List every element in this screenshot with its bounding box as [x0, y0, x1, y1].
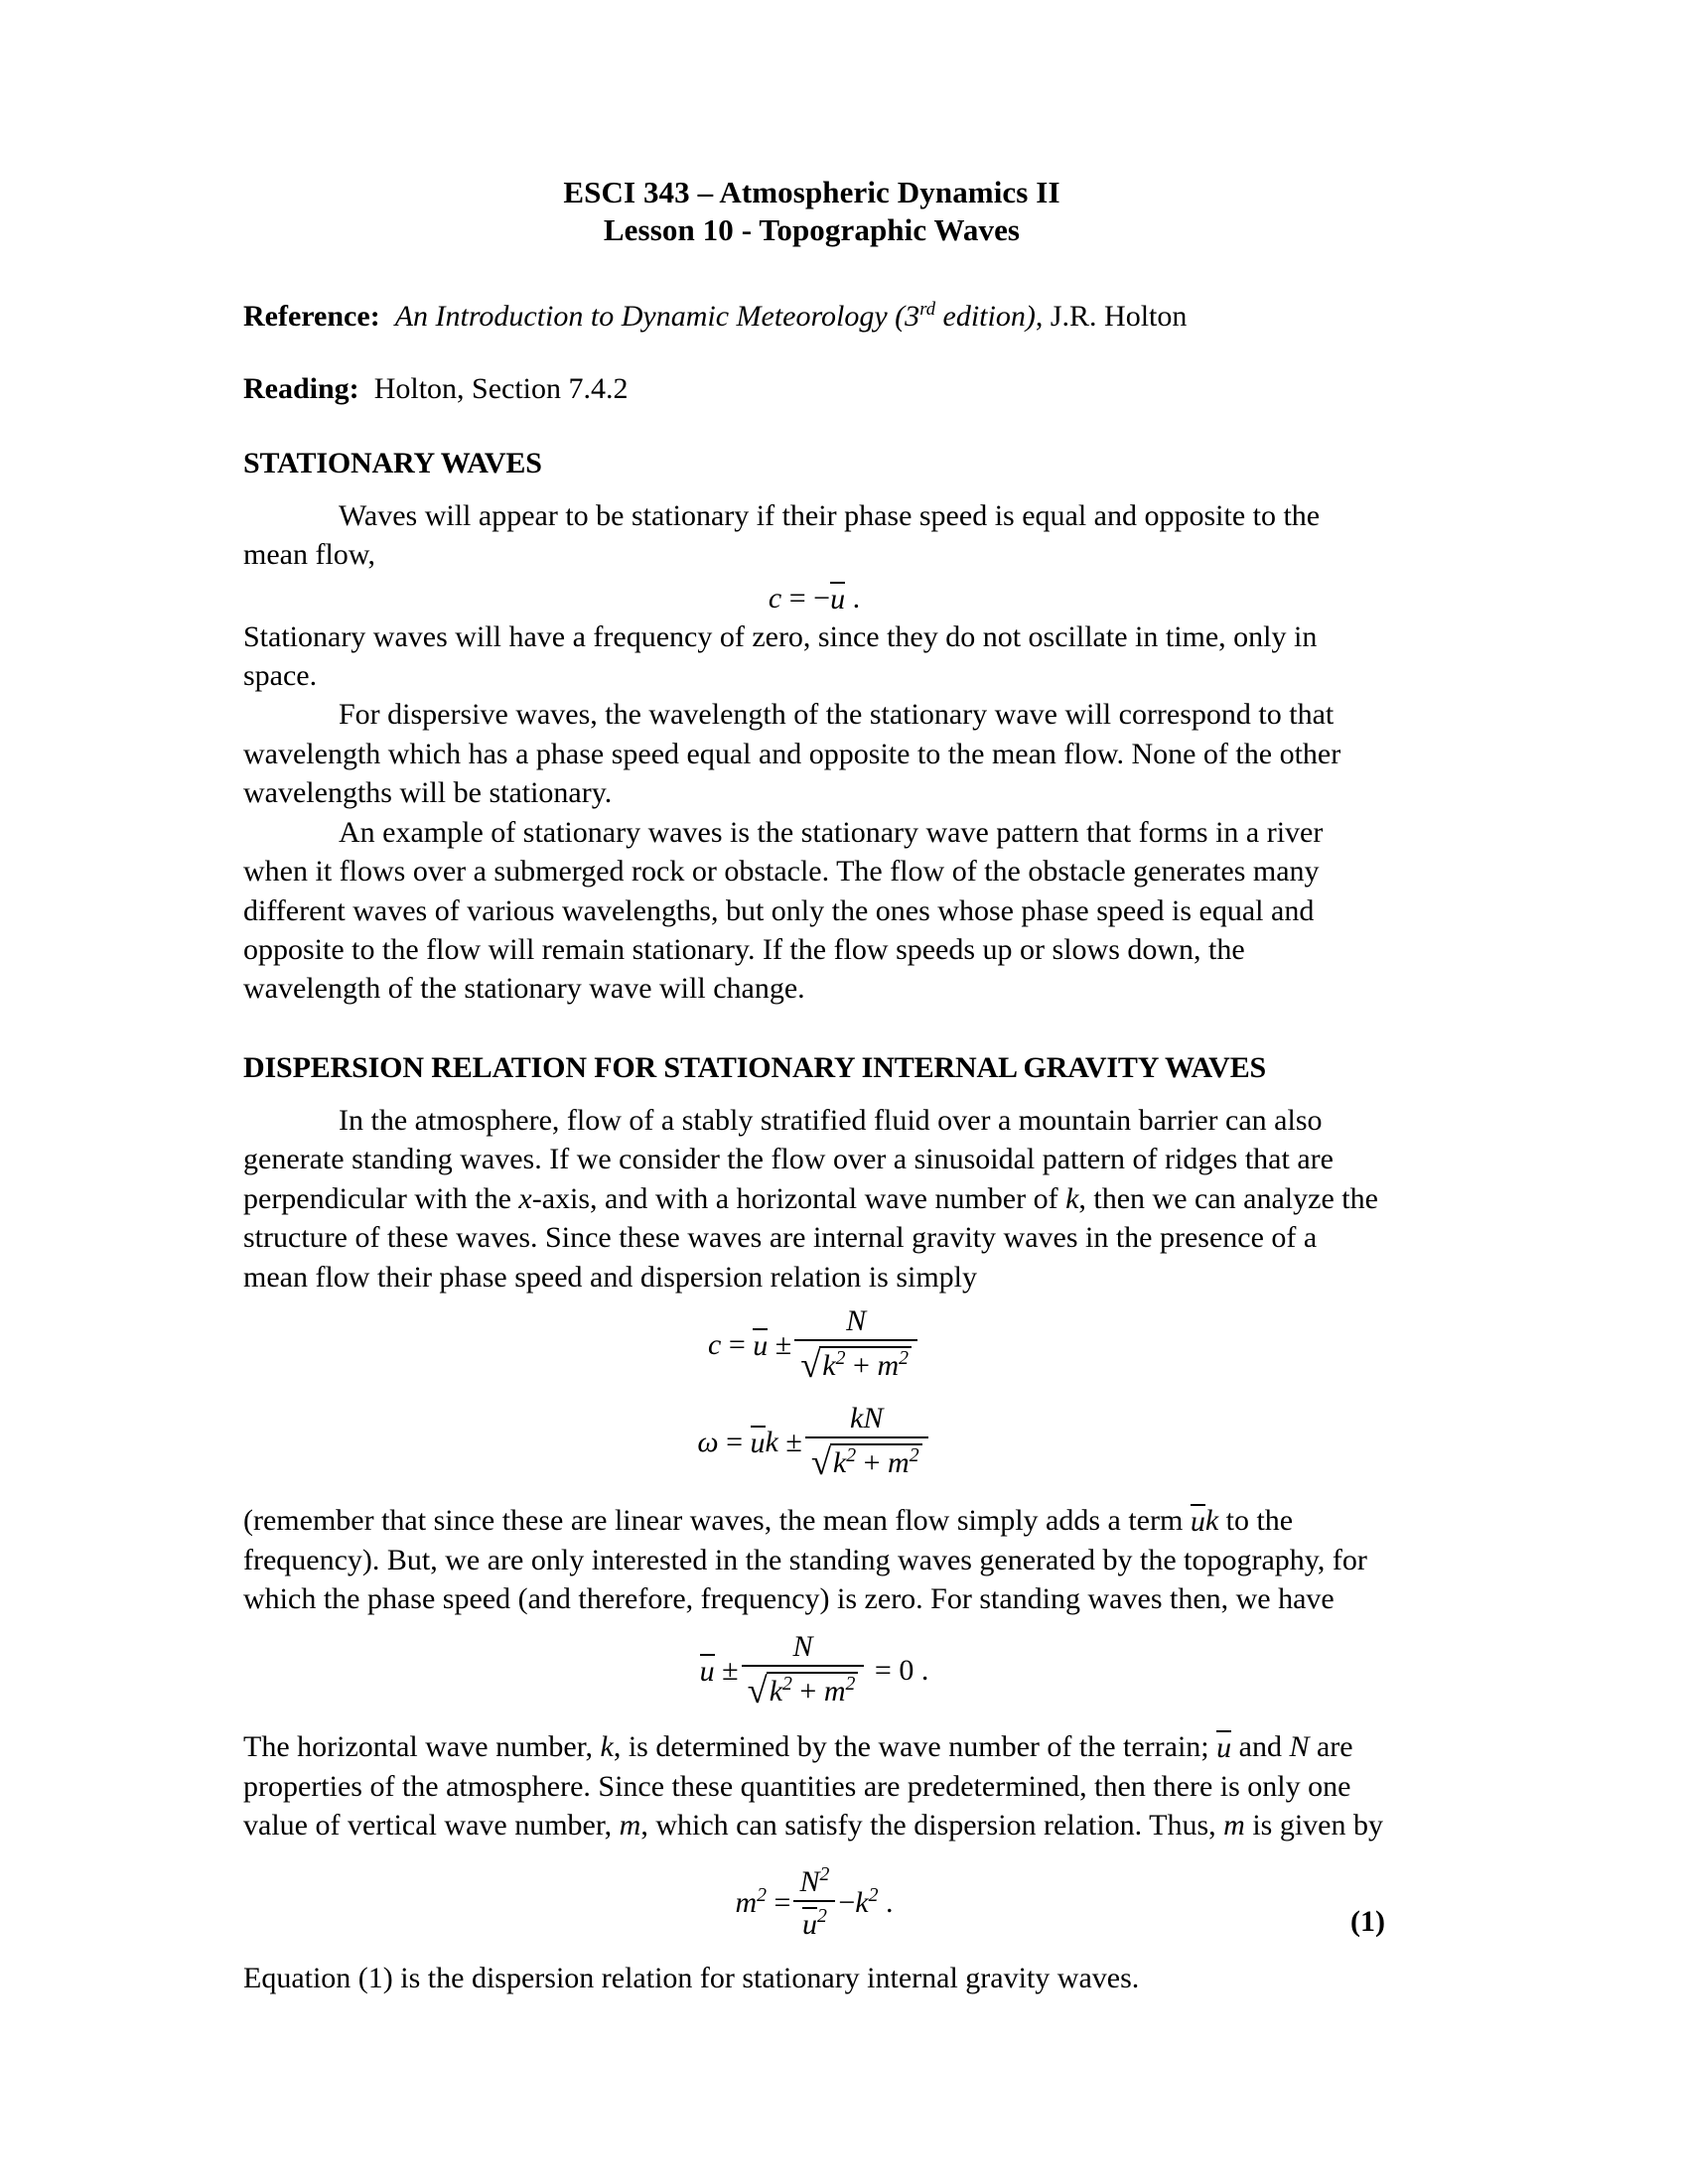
eqo-sqrt	[811, 1440, 922, 1483]
paragraph-atmosphere-intro	[243, 1101, 1385, 1297]
eqm-m-exp: 2	[757, 1883, 768, 1906]
eqo-u-bar: u	[750, 1426, 766, 1459]
spacer-after-title	[243, 249, 1385, 297]
equation-m-squared	[243, 1862, 1385, 1943]
paragraph-river-example: An example of stationary waves is the stationary wave pattern that forms in a river when it flows over a submerged rock or obstacle. The flow of the obstacle generates many different waves of various wavelengths, but only the ones whose phase speed is equal and opposite to the flow will remain stationary. If the flow speeds up or slows down, the wavelength of the stationary wave will change.	[243, 815, 1324, 1006]
eqo-m-exp: 2	[909, 1443, 919, 1466]
eqm-k: k	[855, 1885, 869, 1919]
para-atmos-x-symbol: x	[518, 1181, 532, 1215]
eqm-fraction	[793, 1862, 835, 1941]
eqz-denominator	[742, 1667, 865, 1711]
eqz-m: m	[823, 1675, 846, 1708]
eqz-numerator-N: N	[742, 1630, 865, 1667]
eqm-num-N: N	[799, 1864, 820, 1898]
eq-period: .	[852, 581, 861, 614]
para-remember-u-bar: u	[1190, 1505, 1205, 1539]
eqp-m-exp: 2	[899, 1346, 909, 1369]
paragraph-stationary-intro: Waves will appear to be stationary if their phase speed is equal and opposite to the mean flow,	[243, 498, 1321, 572]
para-wn-part-f: is given by	[1244, 1809, 1383, 1843]
para-atmos-part-b: -axis, and with a horizontal wave number of	[531, 1181, 1066, 1215]
eqz-u-bar: u	[699, 1655, 715, 1689]
paragraph-dispersive-waves: For dispersive waves, the wavelength of the stationary wave will correspond to that wavelength which has a phase speed equal and opposite to the mean flow. None of the other wavelengths will be stationary.	[243, 698, 1341, 810]
eqo-fraction	[805, 1402, 928, 1483]
eqp-plus: +	[853, 1348, 870, 1382]
eqo-plus-minus: ±	[785, 1425, 802, 1458]
equation-number-1: (1)	[1350, 1904, 1385, 1938]
para-remember-k: k	[1204, 1504, 1219, 1538]
eqp-numerator-N: N	[794, 1304, 917, 1341]
eqp-c: c	[708, 1327, 722, 1361]
reading-value: Holton, Section 7.4.2	[373, 371, 629, 405]
eqo-k-exp: 2	[846, 1443, 857, 1466]
eqp-equals: =	[728, 1327, 746, 1361]
eqz-plus-minus: ±	[722, 1654, 739, 1688]
eqz-zero: 0	[899, 1654, 914, 1688]
eq-c-symbol: c	[768, 581, 782, 614]
para-wn-k1: k	[600, 1730, 614, 1764]
section-heading-stationary-waves: STATIONARY WAVES	[243, 446, 542, 479]
eqp-plus-minus: ±	[774, 1327, 792, 1361]
spacer-after-reference	[243, 336, 1385, 369]
paragraph-stationary-frequency: Stationary waves will have a frequency of zero, since they do not oscillate in time, only in space.	[243, 619, 1318, 692]
eqo-omega: ω	[697, 1425, 719, 1458]
eqz-m-exp: 2	[845, 1673, 856, 1696]
para-atmos-k-symbol: k	[1065, 1181, 1079, 1215]
para-remember-part-b: to the frequency). But, we are only interested in the standing waves generated by the topography, for which the phase speed (and therefore, frequency) is zero. For standing waves then, we have	[243, 1504, 1367, 1615]
spacer-before-section1	[243, 408, 1385, 444]
eqo-denominator	[805, 1438, 928, 1483]
eq-minus: −	[813, 581, 831, 614]
page-title	[238, 174, 1385, 249]
eqm-num-exp: 2	[819, 1862, 830, 1885]
eqp-fraction	[794, 1304, 917, 1386]
eqm-equals: =	[774, 1885, 791, 1919]
reference-author: , J.R. Holton	[1035, 299, 1188, 333]
paragraph-wave-number-properties	[243, 1727, 1385, 1844]
eqp-denominator	[794, 1341, 917, 1386]
para-wn-part-a: The horizontal wave number,	[243, 1730, 601, 1764]
eqo-equals: =	[726, 1425, 744, 1458]
eq-u-bar: u	[830, 582, 846, 615]
eqp-radicand	[819, 1346, 912, 1383]
para-wn-m1: m	[619, 1809, 641, 1843]
eqm-den-u-bar: u	[801, 1907, 817, 1941]
reading-label: Reading:	[243, 371, 359, 405]
eqz-equals: =	[874, 1654, 892, 1688]
spacer-before-section2	[243, 1009, 1385, 1048]
equation-phase-speed-stationary	[243, 579, 1385, 615]
reading-spacer	[366, 372, 374, 405]
para-atmos-part-c: , then we can analyze the structure of these waves. Since these waves are internal gravity waves in the presence of a mean flow their phase speed and dispersion relation is simply	[243, 1181, 1378, 1294]
reading-line	[243, 369, 1385, 408]
para-wn-N: N	[1289, 1730, 1310, 1764]
paragraph-remember-linear-waves	[243, 1501, 1385, 1618]
reference-line	[243, 297, 1385, 336]
para-wn-part-b: , is determined by the wave number of the terrain;	[613, 1730, 1217, 1764]
title-line-course: ESCI 343 – Atmospheric Dynamics II	[563, 175, 1060, 209]
eqo-k-outer: k	[765, 1425, 778, 1458]
equation-frequency-full	[243, 1404, 1385, 1485]
eqp-sqrt	[800, 1343, 912, 1386]
reference-label: Reference:	[243, 299, 380, 333]
eqm-m: m	[735, 1885, 758, 1919]
radical-icon: √	[800, 1344, 821, 1386]
para-wn-part-d: are properties of the atmosphere. Since these quantities are predetermined, then there is only one value of vertical wave number,	[243, 1730, 1353, 1843]
eqo-k: k	[832, 1445, 847, 1479]
para-wn-part-e: , which can satisfy the dispersion relation. Thus,	[640, 1809, 1224, 1843]
eqm-den-exp: 2	[816, 1904, 827, 1927]
eqz-plus: +	[799, 1675, 817, 1708]
radical-icon: √	[747, 1670, 768, 1711]
eqp-u-bar: u	[753, 1328, 769, 1362]
reference-work-tail: edition)	[935, 299, 1036, 333]
para-remember-part-a: (remember that since these are linear waves, the mean flow simply adds a term	[243, 1504, 1191, 1538]
equation-phase-speed-full	[243, 1306, 1385, 1388]
eqo-num-N: N	[863, 1402, 884, 1435]
eqo-plus: +	[863, 1445, 881, 1479]
radical-icon: √	[810, 1441, 831, 1483]
eqz-k-exp: 2	[782, 1673, 792, 1696]
para-wn-part-c: and	[1231, 1730, 1290, 1764]
eqp-k-exp: 2	[835, 1346, 846, 1369]
spacer-section1-head	[243, 482, 1385, 496]
eqz-k: k	[769, 1675, 783, 1708]
eqm-k-exp: 2	[868, 1883, 879, 1906]
eqm-minus: −	[838, 1885, 856, 1919]
eqm-denominator	[793, 1902, 835, 1941]
eqm-period: .	[886, 1885, 894, 1919]
reference-work-title: An Introduction to Dynamic Meteorology (3	[394, 299, 920, 333]
para-wn-m2: m	[1223, 1809, 1245, 1843]
eq-equals: =	[788, 581, 806, 614]
para-wn-u-bar: u	[1216, 1731, 1232, 1765]
reference-spacer	[387, 300, 395, 333]
equation-standing-zero	[243, 1632, 1385, 1713]
para-atmos-part-a: In the atmosphere, flow of a stably stratified fluid over a mountain barrier can also generate standing waves. If we consider the flow over a sinusoidal pattern of ridges that are perpendicular with the	[243, 1103, 1334, 1215]
eqo-num-k: k	[850, 1402, 864, 1435]
spacer-section2-head	[243, 1087, 1385, 1101]
eqp-k: k	[822, 1348, 836, 1382]
title-line-lesson: Lesson 10 - Topographic Waves	[603, 211, 1021, 247]
eqo-numerator	[805, 1402, 928, 1438]
eqo-radicand	[830, 1443, 922, 1480]
eqz-period: .	[920, 1654, 929, 1688]
eqz-sqrt	[748, 1669, 859, 1711]
eqp-m: m	[877, 1348, 900, 1382]
reference-ordinal: rd	[919, 298, 936, 320]
paragraph-equation-1-conclusion: Equation (1) is the dispersion relation for stationary internal gravity waves.	[243, 1961, 1140, 1994]
section-heading-dispersion-relation: DISPERSION RELATION FOR STATIONARY INTERNAL GRAVITY WAVES	[243, 1050, 1267, 1084]
eqz-fraction	[742, 1630, 865, 1711]
eqo-m: m	[888, 1445, 910, 1479]
eqz-radicand	[767, 1672, 859, 1708]
eqm-numerator	[793, 1862, 835, 1902]
